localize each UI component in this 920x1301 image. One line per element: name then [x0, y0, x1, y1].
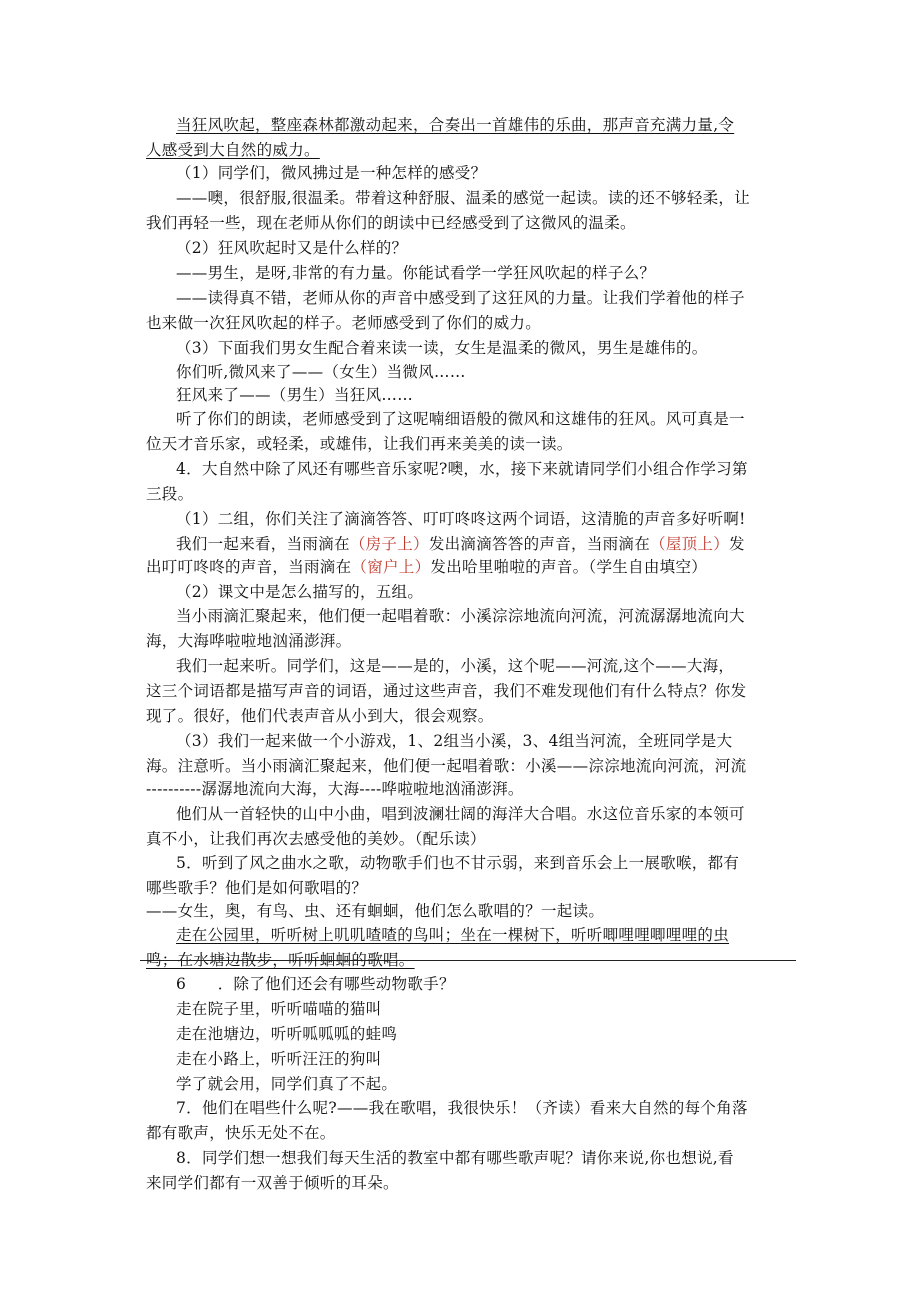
text-line: 人感受到大自然的威力。: [146, 141, 320, 159]
text-line: 他们从一首轻快的山中小曲，唱到波澜壮阔的海洋大合唱。水这位音乐家的本领可: [176, 805, 745, 823]
text-line: 海，大海哗啦啦地汹涌澎湃。: [146, 632, 352, 650]
text-line: 当小雨滴汇聚起来，他们便一起唱着歌：小溪淙淙地流向河流，河流潺潺地流向大: [176, 607, 745, 625]
text-line: （2）狂风吹起时又是什么样的？: [176, 239, 408, 257]
text-line: 听了你们的朗读，老师感受到了这呢喃细语般的微风和这雄伟的狂风。风可真是一: [176, 410, 745, 428]
text-line: ——读得真不错，老师从你的声音中感受到了这狂风的力量。让我们学着他的样子: [176, 289, 745, 307]
text-segment: 发出哈里啪啦的声音。（学生自由填空）: [430, 558, 708, 576]
text-line: 学了就会用，同学们真了不起。: [176, 1075, 398, 1093]
text-line: 位天才音乐家，或轻柔，或雄伟，让我们再来美美的读一读。: [146, 435, 573, 453]
text-line: 三段。: [146, 485, 194, 503]
text-line: 哪些歌手？他们是如何歌唱的？: [146, 879, 368, 897]
section-divider: [140, 960, 796, 961]
text-line: 6 ．除了他们还会有哪些动物歌手？: [176, 975, 455, 993]
text-line: 现了。很好，他们代表声音从小到大，很会观察。: [146, 707, 494, 725]
text-line: 鸣；在水塘边散步，听听蛔蛔的歌唱。: [146, 951, 415, 969]
text-line: ——噢，很舒服,很温柔。带着这种舒服、温柔的感觉一起读。读的还不够轻柔，让: [176, 189, 751, 207]
text-line: 当狂风吹起，整座森林都激动起来，合奏出一首雄伟的乐曲，那声音充满力量,令: [176, 116, 735, 134]
text-line: （3）我们一起来做一个小游戏，1、2组当小溪，3、4组当河流，全班同学是大: [176, 732, 733, 750]
text-line: 来同学们都有一双善于倾听的耳朵。: [146, 1174, 399, 1192]
text-line: 也来做一次狂风吹起的样子。老师感受到了你们的威力。: [146, 314, 542, 332]
text-line: 走在小路上，听听汪汪的狗叫: [176, 1050, 382, 1068]
text-line: 我们一起来听。同学们，这是——是的，小溪，这个呢——河流,这个——大海，: [176, 657, 735, 675]
text-line: 狂风来了——（男生）当狂风……: [176, 386, 414, 404]
text-line: 5．听到了风之曲水之歌，动物歌手们也不甘示弱，来到音乐会上一展歌喉，都有: [176, 854, 740, 872]
fill-in-answer: （窗户上）: [351, 558, 431, 576]
text-line: 4．大自然中除了风还有哪些音乐家呢?噢，水，接下来就请同学们小组合作学习第: [176, 460, 748, 478]
text-line: 这三个词语都是描写声音的词语，通过这些声音，我们不难发现他们有什么特点？你发: [146, 682, 747, 700]
text-segment: 发: [729, 535, 745, 553]
text-line: 7．他们在唱些什么呢?——我在歌唱，我很快乐！（齐读）看来大自然的每个角落: [176, 1099, 748, 1117]
text-line: 走在池塘边，听听呱呱呱的蛙鸣: [176, 1025, 398, 1043]
text-line: 我们再轻一些，现在老师从你们的朗读中已经感受到了这微风的温柔。: [146, 214, 636, 232]
text-segment: 发出滴滴答答的声音，当雨滴在: [428, 535, 651, 553]
text-line: 海。注意听。当小雨滴汇聚起来，他们便一起唱着歌：小溪——淙淙地流向河流，河流: [146, 757, 747, 775]
text-line: 真不小，让我们再次去感受他的美妙。（配乐读）: [146, 830, 486, 848]
fill-in-answer: （房子上）: [349, 535, 429, 553]
text-line: 8．同学们想一想我们每天生活的教室中都有哪些歌声呢？请你来说,你也想说,看: [176, 1149, 734, 1167]
text-segment: 我们一起来看，当雨滴在: [176, 535, 350, 553]
text-line: 你们听,微风来了——（女生）当微风……: [176, 363, 466, 381]
text-segment: 出叮叮咚咚的声音，当雨滴在: [146, 558, 352, 576]
fill-in-answer: （屋顶上）: [650, 535, 730, 553]
text-line: （3）下面我们男女生配合着来读一读，女生是温柔的微风，男生是雄伟的。: [176, 339, 708, 357]
text-line: 都有歌声，快乐无处不在。: [146, 1124, 336, 1142]
text-line: （1）同学们，微风拂过是一种怎样的感受？: [176, 164, 487, 182]
text-line: 走在院子里，听听喵喵的猫叫: [176, 1000, 382, 1018]
text-line: ----------潺潺地流向大海，大海----哗啦啦地汹涌澎湃。: [146, 780, 524, 798]
text-line: ——女生，奥，有鸟、虫、还有蛔蛔，他们怎么歌唱的？一起读。: [146, 902, 605, 920]
text-line: [146, 534, 826, 554]
text-line: ——男生，是呀,非常的有力量。你能试看学一学狂风吹起的样子么？: [176, 264, 656, 282]
text-line: （2）课文中是怎么描写的，五组。: [176, 583, 424, 601]
text-line: （1）二组，你们关注了滴滴答答、叮叮咚咚这两个词语，这清脆的声音多好听啊!: [176, 510, 746, 528]
text-line: 走在公园里，听听树上叽叽喳喳的鸟叫；坐在一棵树下，听听唧哩哩唧哩哩的虫: [176, 926, 730, 944]
text-line: [146, 557, 796, 577]
